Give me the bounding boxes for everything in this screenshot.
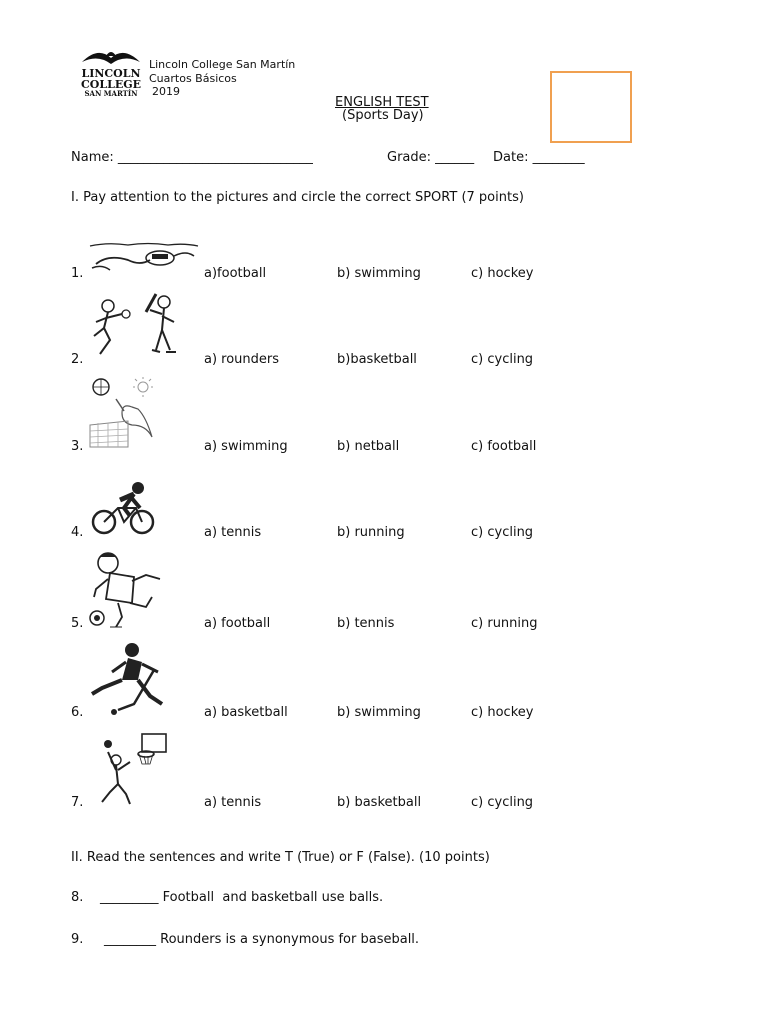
option-c[interactable]: c) running <box>471 616 538 631</box>
swimmer-image <box>88 240 200 276</box>
question-number: 2. <box>71 352 84 367</box>
date-field[interactable]: Date: ________ <box>493 150 585 165</box>
basketball-player-image <box>96 732 172 808</box>
item-number: 9. <box>71 932 84 947</box>
option-c[interactable]: c) cycling <box>471 352 534 367</box>
option-b[interactable]: b) tennis <box>337 616 395 631</box>
option-a[interactable]: a) tennis <box>204 795 262 810</box>
option-a[interactable]: a) football <box>204 616 271 631</box>
cyclist-image <box>90 478 156 536</box>
logo-line-3: SAN MARTÍN <box>84 89 138 98</box>
option-c[interactable]: c) cycling <box>471 795 534 810</box>
option-c[interactable]: c) football <box>471 439 537 454</box>
option-b[interactable]: b) basketball <box>337 795 422 810</box>
question-number: 1. <box>71 266 84 281</box>
course-name: Cuartos Básicos <box>149 72 237 85</box>
question-number: 3. <box>71 439 84 454</box>
eagle-icon <box>80 44 142 66</box>
item-text[interactable]: ________ Rounders is a synonymous for baseball. <box>104 932 420 947</box>
option-c[interactable]: c) cycling <box>471 525 534 540</box>
test-subtitle: (Sports Day) <box>342 108 424 123</box>
item-number: 8. <box>71 890 84 905</box>
option-a[interactable]: a) basketball <box>204 705 288 720</box>
section-2-instruction: II. Read the sentences and write T (True) or F (False). (10 points) <box>71 850 490 865</box>
school-year: 2019 <box>152 85 180 98</box>
grade-field[interactable]: Grade: ______ <box>387 150 475 165</box>
option-c[interactable]: c) hockey <box>471 266 534 281</box>
item-text[interactable]: _________ Football and basketball use balls. <box>100 890 384 905</box>
test-title: ENGLISH TEST <box>335 95 429 110</box>
option-b[interactable]: b)basketball <box>337 352 417 367</box>
question-number: 4. <box>71 525 84 540</box>
option-c[interactable]: c) hockey <box>471 705 534 720</box>
option-a[interactable]: a)football <box>204 266 267 281</box>
option-a[interactable]: a) rounders <box>204 352 280 367</box>
score-box <box>550 71 632 143</box>
option-a[interactable]: a) swimming <box>204 439 288 454</box>
question-number: 7. <box>71 795 84 810</box>
hockey-player-image <box>88 640 174 720</box>
school-name: Lincoln College San Martín <box>149 58 296 71</box>
logo-line-2: COLLEGE <box>81 78 141 91</box>
netball-player-image <box>88 377 158 449</box>
question-number: 6. <box>71 705 84 720</box>
section-1-instruction: I. Pay attention to the pictures and circle the correct SPORT (7 points) <box>71 190 524 205</box>
option-a[interactable]: a) tennis <box>204 525 262 540</box>
question-number: 5. <box>71 616 84 631</box>
name-field[interactable]: Name: ______________________________ <box>71 150 313 165</box>
college-logo <box>80 44 142 96</box>
football-player-image <box>86 549 170 629</box>
baseball-players-image <box>86 292 186 362</box>
option-b[interactable]: b) swimming <box>337 705 421 720</box>
option-b[interactable]: b) netball <box>337 439 400 454</box>
option-b[interactable]: b) running <box>337 525 405 540</box>
option-b[interactable]: b) swimming <box>337 266 421 281</box>
logo-line-1: LINCOLN <box>81 67 141 80</box>
